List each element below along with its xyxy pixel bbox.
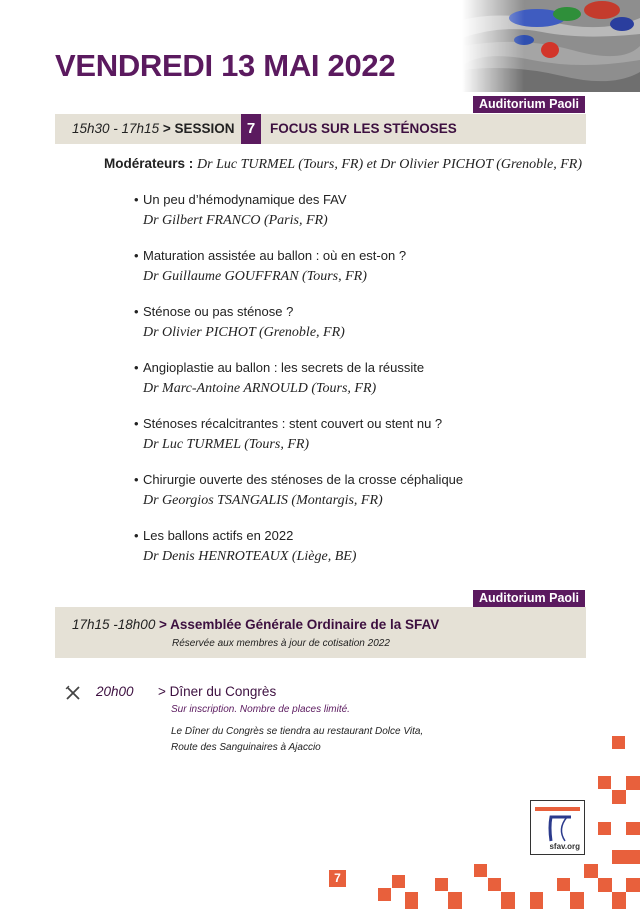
assembly-time: 17h15 -18h00 bbox=[72, 617, 156, 632]
talk-speaker: Dr Marc-Antoine ARNOULD (Tours, FR) bbox=[143, 381, 377, 396]
talk-speaker: Dr Denis HENROTEAUX (Liège, BE) bbox=[143, 549, 357, 564]
talk-title: Maturation assistée au ballon : où en est-on ? bbox=[143, 248, 407, 263]
dinner-time: 20h00 bbox=[96, 684, 134, 699]
talk-title: Les ballons actifs en 2022 bbox=[143, 528, 294, 543]
moderators-label: Modérateurs : bbox=[104, 156, 198, 171]
talk-title: Chirurgie ouverte des sténoses de la crosse céphalique bbox=[143, 472, 464, 487]
session-number-badge: 7 bbox=[241, 114, 261, 144]
room-badge: Auditorium Paoli bbox=[473, 96, 585, 113]
talk-speaker: Dr Luc TURMEL (Tours, FR) bbox=[143, 437, 310, 452]
deco-square bbox=[405, 892, 418, 909]
deco-square bbox=[378, 888, 391, 901]
logo-stripe bbox=[535, 807, 580, 811]
dinner-desc-line: Route des Sanguinaires à Ajaccio bbox=[171, 742, 321, 753]
deco-square bbox=[501, 892, 515, 909]
bullet-icon: • bbox=[134, 528, 139, 543]
deco-square bbox=[557, 878, 570, 891]
header-ultrasound-image bbox=[462, 0, 640, 92]
talk-speaker: Dr Olivier PICHOT (Grenoble, FR) bbox=[143, 325, 345, 340]
deco-square bbox=[448, 892, 462, 909]
session-topic: FOCUS SUR LES STÉNOSES bbox=[270, 121, 457, 136]
deco-square bbox=[488, 878, 501, 891]
talk-item bbox=[134, 470, 574, 526]
room-badge: Auditorium Paoli bbox=[473, 590, 585, 607]
deco-square bbox=[435, 878, 448, 891]
session-time-label bbox=[72, 114, 234, 144]
talk-item bbox=[134, 414, 574, 470]
talk-speaker: Dr Georgios TSANGALIS (Montargis, FR) bbox=[143, 493, 383, 508]
deco-square bbox=[474, 864, 487, 877]
dinner-description bbox=[171, 724, 423, 756]
deco-square bbox=[612, 736, 625, 749]
talk-title: Un peu d’hémodynamique des FAV bbox=[143, 192, 347, 207]
sfav-logo bbox=[530, 800, 585, 855]
talk-speaker: Dr Gilbert FRANCO (Paris, FR) bbox=[143, 213, 328, 228]
deco-square bbox=[626, 850, 640, 864]
assembly-title: > Assemblée Générale Ordinaire de la SFAV bbox=[159, 617, 440, 632]
dinner-desc-line: Le Dîner du Congrès se tiendra au restaurant Dolce Vita, bbox=[171, 726, 424, 737]
deco-square bbox=[612, 850, 626, 864]
dinner-subtitle: Sur inscription. Nombre de places limité. bbox=[171, 704, 350, 715]
talk-list bbox=[134, 190, 574, 582]
talk-item bbox=[134, 526, 574, 582]
deco-square bbox=[530, 892, 543, 909]
deco-square bbox=[598, 776, 611, 789]
bullet-icon: • bbox=[134, 304, 139, 319]
talk-speaker: Dr Guillaume GOUFFRAN (Tours, FR) bbox=[143, 269, 367, 284]
deco-square bbox=[626, 822, 640, 835]
page-number: 7 bbox=[329, 870, 346, 887]
deco-square bbox=[570, 892, 584, 909]
assembly-note: Réservée aux membres à jour de cotisation 2022 bbox=[172, 638, 390, 649]
deco-square bbox=[598, 878, 612, 892]
page-title: VENDREDI 13 MAI 2022 bbox=[55, 48, 396, 83]
talk-title: Sténose ou pas sténose ? bbox=[143, 304, 294, 319]
session-time: 15h30 - 17h15 bbox=[72, 121, 160, 136]
bullet-icon: • bbox=[134, 192, 139, 207]
logo-text: sfav.org bbox=[549, 842, 580, 851]
session-header-bar bbox=[55, 114, 586, 144]
deco-square bbox=[612, 790, 626, 804]
talk-item bbox=[134, 358, 574, 414]
deco-square bbox=[598, 822, 611, 835]
session-label: > SESSION bbox=[159, 121, 235, 136]
bullet-icon: • bbox=[134, 416, 139, 431]
talk-title: Sténoses récalcitrantes : stent couvert ou stent nu ? bbox=[143, 416, 443, 431]
deco-square bbox=[626, 776, 640, 790]
deco-square bbox=[392, 875, 405, 888]
deco-square bbox=[584, 864, 598, 878]
logo-mark-icon bbox=[545, 815, 575, 843]
bullet-icon: • bbox=[134, 360, 139, 375]
cutlery-icon bbox=[64, 684, 82, 702]
assembly-bar bbox=[55, 607, 586, 658]
bullet-icon: • bbox=[134, 248, 139, 263]
talk-item bbox=[134, 246, 574, 302]
dinner-title: > Dîner du Congrès bbox=[158, 684, 277, 699]
talk-item bbox=[134, 190, 574, 246]
talk-title: Angioplastie au ballon : les secrets de la réussite bbox=[143, 360, 425, 375]
bullet-icon: • bbox=[134, 472, 139, 487]
talk-item bbox=[134, 302, 574, 358]
moderators-line bbox=[104, 156, 582, 173]
deco-square bbox=[626, 878, 640, 892]
moderators-names: Dr Luc TURMEL (Tours, FR) et Dr Olivier PICHOT (Grenoble, FR) bbox=[197, 157, 583, 172]
deco-square bbox=[612, 892, 626, 909]
